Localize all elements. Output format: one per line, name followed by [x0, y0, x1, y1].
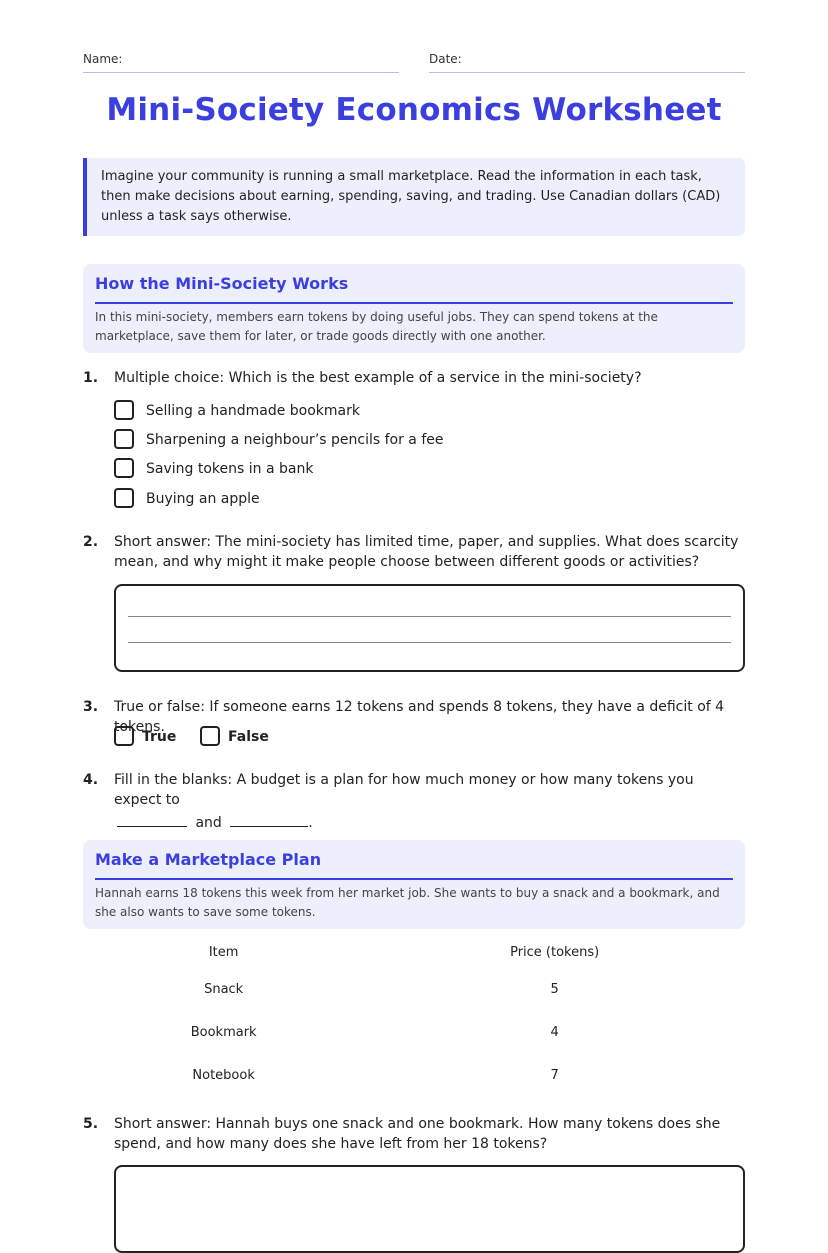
item-cell: Bookmark — [190, 1025, 257, 1040]
question-text: Multiple choice: Which is the best example of a service in the mini-society? — [114, 370, 642, 386]
checkbox[interactable] — [114, 400, 134, 420]
option-label: Sharpening a neighbour’s pencils for a fee — [146, 432, 444, 448]
price-cell: 7 — [550, 1068, 559, 1083]
checkbox[interactable] — [200, 726, 220, 746]
price-cell: 5 — [550, 982, 559, 997]
question-2 — [83, 532, 745, 572]
question-text: True or false: If someone earns 12 tokens and spends 8 tokens, they have a deficit of 4 tokens. — [114, 699, 725, 735]
question-number: 2. — [83, 534, 99, 550]
section-text: Hannah earns 18 tokens this week from her market job. She wants to buy a snack and a bookmark, and she also wants to save some tokens. — [95, 886, 720, 919]
price-table — [83, 936, 745, 1097]
option-label: Saving tokens in a bank — [146, 461, 314, 477]
question-4 — [83, 770, 745, 833]
checkbox[interactable] — [114, 429, 134, 449]
table-row — [83, 1011, 745, 1054]
question-text: Short answer: The mini-society has limited time, paper, and supplies. What does scarcity mean, and why might it make people choose between different goods or activities? — [114, 534, 739, 570]
question-3 — [83, 697, 745, 737]
intro-callout: Imagine your community is running a small marketplace. Read the information in each task, then make decisions about earning, spending, saving, and trading. Use Canadian dollars (CAD) unless a task says otherwise. — [83, 158, 745, 236]
section-title: Make a Marketplace Plan — [95, 848, 733, 880]
table-row — [83, 968, 745, 1011]
section-text: In this mini-society, members earn tokens by doing useful jobs. They can spend tokens at the marketplace, save them for later, or trade goods directly with one another. — [95, 310, 658, 343]
item-cell: Notebook — [192, 1068, 255, 1083]
header-row — [83, 52, 745, 74]
checkbox[interactable] — [114, 726, 134, 746]
date-field[interactable] — [429, 52, 745, 73]
date-label: Date: — [429, 52, 462, 66]
question-5 — [83, 1114, 745, 1154]
option-label: True — [142, 729, 177, 745]
table-header-row — [83, 936, 745, 968]
connector-text: and — [195, 815, 222, 831]
price-cell: 4 — [550, 1025, 559, 1040]
column-header: Item — [208, 944, 239, 960]
name-label: Name: — [83, 52, 123, 66]
question-text: Fill in the blanks: A budget is a plan for how much money or how many tokens you expect to — [114, 772, 694, 808]
page-title: Mini-Society Economics Worksheet — [106, 92, 722, 128]
question-text: Short answer: Hannah buys one snack and one bookmark. How many tokens does she spend, and how many does she have left from her 18 tokens? — [114, 1116, 721, 1152]
answer-box[interactable] — [114, 1165, 745, 1253]
section-marketplace-plan — [83, 840, 745, 929]
question-1 — [83, 368, 745, 388]
column-header: Price (tokens) — [510, 944, 600, 960]
period: . — [308, 815, 313, 831]
table-row — [83, 1054, 745, 1097]
section-title: How the Mini-Society Works — [95, 272, 733, 304]
blank-2[interactable] — [230, 810, 308, 827]
checkbox[interactable] — [114, 488, 134, 508]
checkbox[interactable] — [114, 458, 134, 478]
item-cell: Snack — [204, 982, 244, 997]
name-field[interactable] — [83, 52, 399, 73]
section-how-it-works — [83, 264, 745, 353]
option-label: Selling a handmade bookmark — [146, 403, 360, 419]
question-number: 1. — [83, 370, 99, 386]
answer-line — [128, 642, 731, 643]
option-label: Buying an apple — [146, 491, 260, 507]
answer-line — [128, 616, 731, 617]
question-number: 3. — [83, 699, 99, 715]
question-number: 5. — [83, 1116, 99, 1132]
blank-1[interactable] — [117, 810, 187, 827]
question-number: 4. — [83, 772, 99, 788]
option-label: False — [228, 729, 269, 745]
answer-box[interactable] — [114, 584, 745, 672]
